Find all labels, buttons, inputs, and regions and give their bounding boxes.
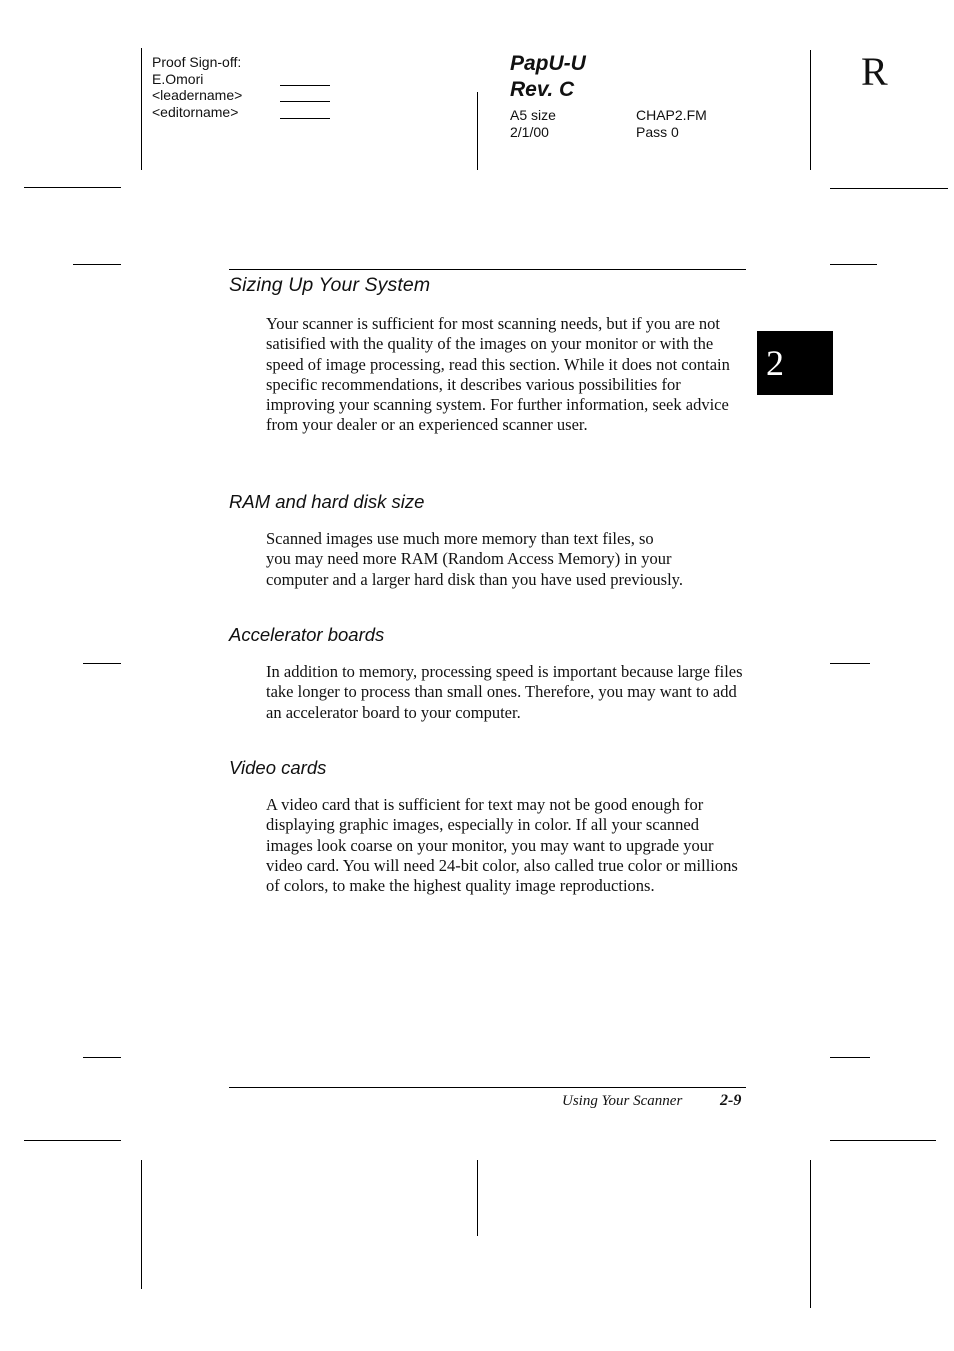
- subsection-video-body: [266, 795, 748, 896]
- chapter-number: 2: [766, 343, 784, 383]
- crop-mark: [830, 1057, 870, 1058]
- crop-mark: [830, 663, 870, 664]
- crop-mark: [83, 1057, 121, 1058]
- crop-mark: [830, 1140, 936, 1141]
- crop-mark: [810, 50, 811, 170]
- subsection-accelerator-body: [266, 662, 748, 723]
- document-date: 2/1/00: [510, 123, 549, 140]
- document-title-line1: PapU-U: [510, 52, 586, 75]
- proof-signoff-block: [152, 54, 242, 120]
- crop-mark: [477, 1160, 478, 1236]
- document-pass: Pass 0: [636, 123, 679, 140]
- signature-blank: [280, 118, 330, 119]
- subsection-heading-video: Video cards: [229, 757, 327, 778]
- signature-blank: [280, 85, 330, 86]
- section-rule: [229, 269, 746, 270]
- text-line: computer and a larger hard disk than you have used previously.: [266, 569, 683, 589]
- section-intro: Your scanner is sufficient for most scanning needs, but if you are not satisified with the quality of the images on your monitor or with the speed of image processing, read this section. While it does not contain specific recommendations, it describes various possibilities for improving your scanning system. For further information, seek advice from your dealer or an experienced scanner user.: [266, 314, 730, 435]
- document-title: [510, 51, 586, 103]
- subsection-heading-ram: RAM and hard disk size: [229, 491, 425, 512]
- text-line: you may need more RAM (Random Access Memory) in your: [266, 549, 672, 569]
- revision-mark: R: [861, 49, 888, 94]
- crop-mark: [141, 1160, 142, 1289]
- section-intro-wrap: [266, 314, 748, 436]
- section-title-wrap: [229, 273, 430, 297]
- subsection-ram-body: [266, 529, 766, 590]
- document-file: CHAP2.FM: [636, 107, 707, 123]
- chapter-tab: [757, 331, 833, 395]
- document-meta-right: [636, 107, 707, 140]
- section-title: Sizing Up Your System: [229, 274, 431, 296]
- subsection-text-video: A video card that is sufficient for text may not be good enough for displaying graphic images, especially in color. If all your scanned images look coarse on your monitor, you may want to upgrade your video card. You will need 24-bit color, also called true color or millions of colors, to make the highest quality image reproductions.: [266, 795, 738, 896]
- proof-name-editor: <editorname>: [152, 103, 239, 120]
- crop-mark: [83, 663, 121, 664]
- signature-blank: [280, 101, 330, 102]
- proof-name-leader: <leadername>: [152, 87, 243, 103]
- crop-mark: [810, 1160, 811, 1308]
- crop-mark: [73, 264, 121, 265]
- subsection-heading-accelerator: Accelerator boards: [229, 624, 385, 645]
- subsection-text-ram: [266, 529, 766, 590]
- document-title-line2: Rev. C: [510, 78, 575, 101]
- crop-mark: [24, 187, 121, 188]
- crop-mark: [830, 264, 877, 265]
- crop-mark: [141, 48, 142, 170]
- subsection-ram-heading-wrap: [229, 490, 424, 514]
- text-line: Scanned images use much more memory than text files, so: [266, 529, 654, 548]
- footer-rule: [229, 1087, 746, 1088]
- document-size: A5 size: [510, 107, 556, 123]
- proof-name-omori: E.Omori: [152, 70, 204, 87]
- footer-chapter-name: Using Your Scanner: [562, 1093, 683, 1109]
- footer-page-number: 2-9: [720, 1092, 742, 1109]
- crop-mark: [830, 188, 948, 189]
- proof-signoff-label: Proof Sign-off:: [152, 54, 242, 70]
- document-meta-left: [510, 107, 556, 140]
- crop-mark: [477, 92, 478, 170]
- crop-mark: [24, 1140, 121, 1141]
- subsection-video-heading-wrap: [229, 756, 326, 780]
- subsection-text-accelerator: In addition to memory, processing speed is important because large files take longer to process than small ones. Therefore, you may want to add an accelerator board to your computer.: [266, 662, 743, 722]
- subsection-accelerator-heading-wrap: [229, 623, 384, 647]
